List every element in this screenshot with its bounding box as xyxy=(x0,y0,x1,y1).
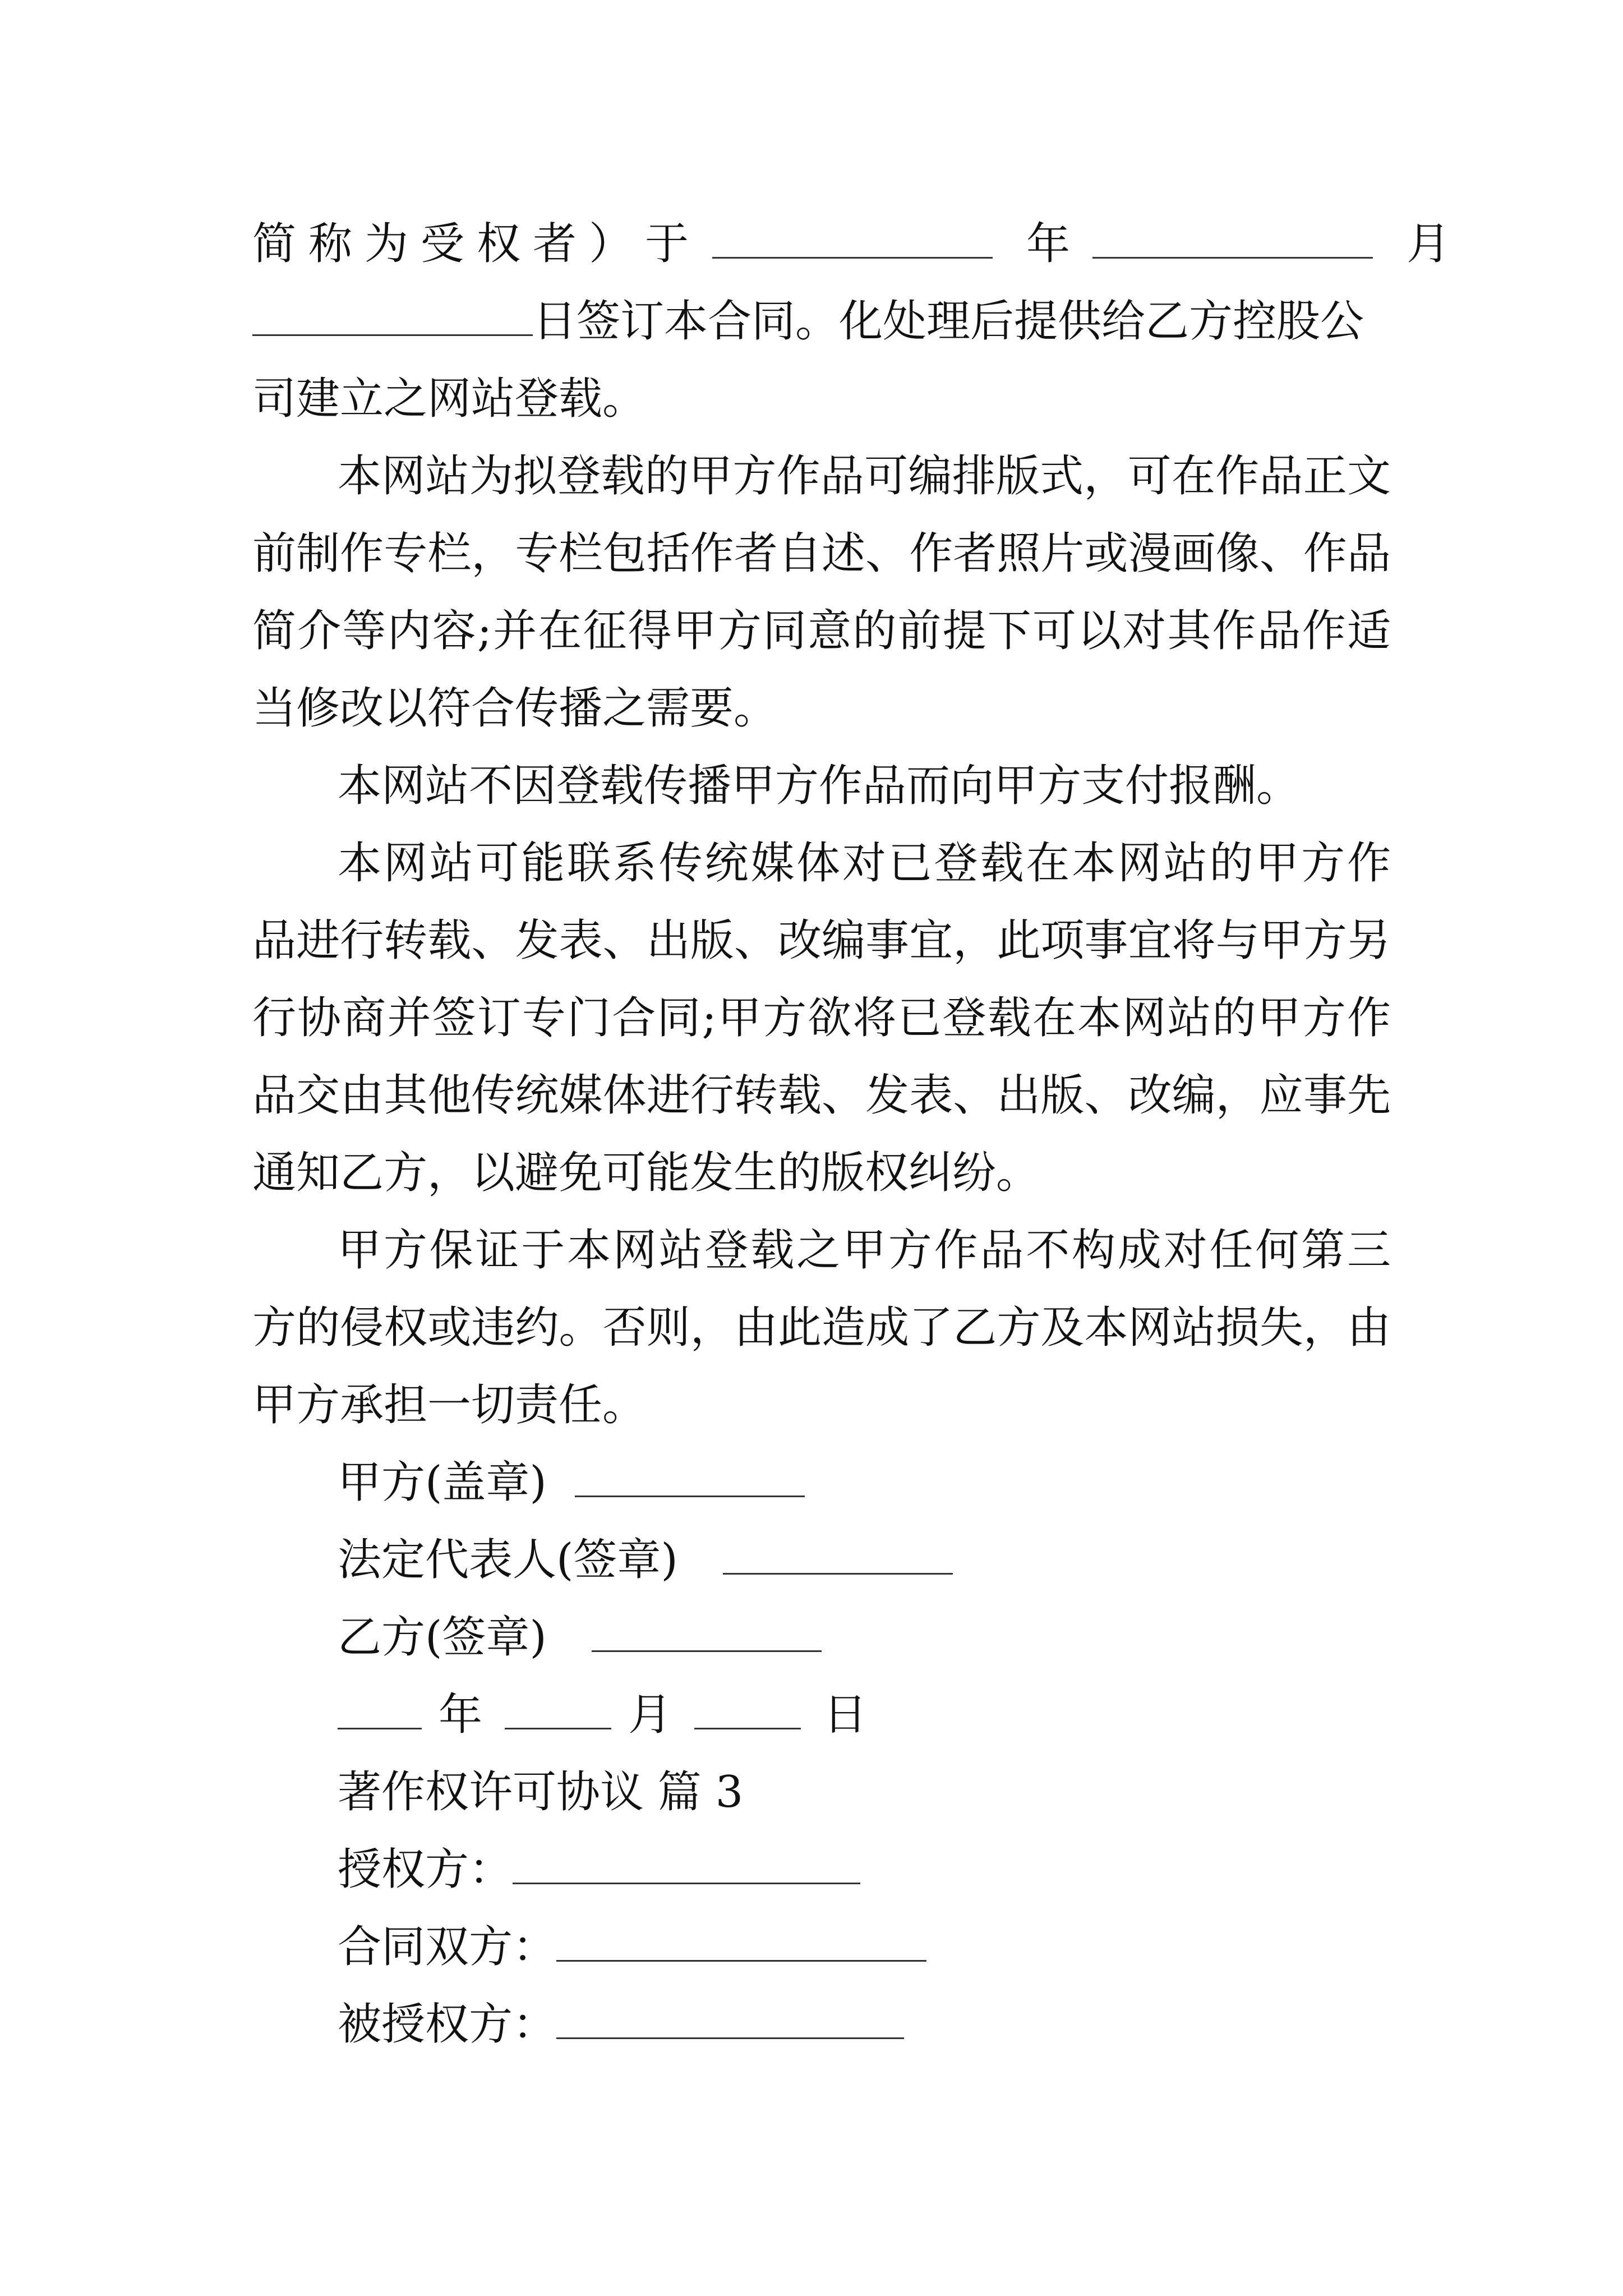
para-3-line-5: 通知乙方，以避免可能发生的版权纠纷。 xyxy=(252,1148,1040,1198)
grantor-line xyxy=(338,1831,1391,1908)
para-4-line-1: 甲方保证于本网站登载之甲方作品不构成对任何第三 xyxy=(338,1225,1391,1276)
para-4-line-2: 方的侵权或违约。否则，由此造成了乙方及本网站损失，由 xyxy=(252,1303,1391,1353)
section-title: 著作权许可协议 篇 3 xyxy=(338,1767,744,1818)
text: 月 xyxy=(1407,219,1451,269)
parties-blank xyxy=(556,1947,926,1962)
signature-blank xyxy=(575,1482,805,1497)
para-3-line-3: 行协商并签订专门合同;甲方欲将已登载在本网站的甲方作 xyxy=(252,993,1391,1043)
para-1-line-2: 前制作专栏，专栏包括作者自述、作者照片或漫画像、作品 xyxy=(252,528,1391,579)
year-blank xyxy=(338,1714,422,1729)
line-3 xyxy=(252,360,1391,438)
para-1-line-1: 本网站为拟登载的甲方作品可编排版式，可在作品正文 xyxy=(338,451,1391,501)
signature-party-b xyxy=(338,1599,1391,1676)
label: 授权方： xyxy=(338,1844,513,1895)
para-1-line-4: 当修改以符合传播之需要。 xyxy=(252,683,778,734)
grantee-blank xyxy=(556,2024,904,2039)
signature-party-a xyxy=(338,1444,1391,1521)
line-1 xyxy=(252,205,1451,283)
parties-line xyxy=(338,1908,1391,1986)
para-3-line-4: 品交由其他传统媒体进行转载、发表、出版、改编，应事先 xyxy=(252,1070,1391,1121)
signature-blank xyxy=(592,1637,822,1652)
label: 被授权方： xyxy=(338,1999,557,2050)
blank-field xyxy=(252,321,533,336)
day-blank xyxy=(694,1714,801,1729)
label: 甲方(盖章) xyxy=(338,1457,547,1508)
para-3-line-1: 本网站可能联系传统媒体对已登载在本网站的甲方作 xyxy=(338,838,1391,889)
day-label: 日 xyxy=(823,1690,868,1740)
month-blank xyxy=(505,1714,611,1729)
month-label: 月 xyxy=(628,1690,672,1740)
blank-field xyxy=(1092,243,1373,259)
para-2-line-1: 本网站不因登载传播甲方作品而向甲方支付报酬。 xyxy=(338,761,1301,811)
year-label: 年 xyxy=(439,1690,483,1740)
signature-date xyxy=(338,1676,1391,1754)
line-2 xyxy=(252,283,1391,360)
signature-blank xyxy=(723,1559,953,1575)
grantor-blank xyxy=(513,1869,860,1884)
text: 年 xyxy=(1026,219,1071,269)
text: 日签订本合同。化处理后提供给乙方控股公 xyxy=(533,296,1364,347)
text: 简称为受权者）于 xyxy=(252,219,702,269)
signature-legal-rep xyxy=(338,1521,1391,1599)
label: 法定代表人(签章) xyxy=(338,1535,678,1585)
label: 合同双方： xyxy=(338,1922,557,1972)
text: 司建立之网站登载。 xyxy=(252,374,647,424)
grantee-line xyxy=(338,1986,1391,2063)
para-1-line-3: 简介等内容;并在征得甲方同意的前提下可以对其作品作适 xyxy=(252,606,1391,656)
label: 乙方(签章) xyxy=(338,1612,547,1663)
para-3-line-2: 品进行转载、发表、出版、改编事宜，此项事宜将与甲方另 xyxy=(252,915,1391,966)
blank-field xyxy=(712,243,993,259)
para-4-line-3: 甲方承担一切责任。 xyxy=(252,1380,647,1430)
